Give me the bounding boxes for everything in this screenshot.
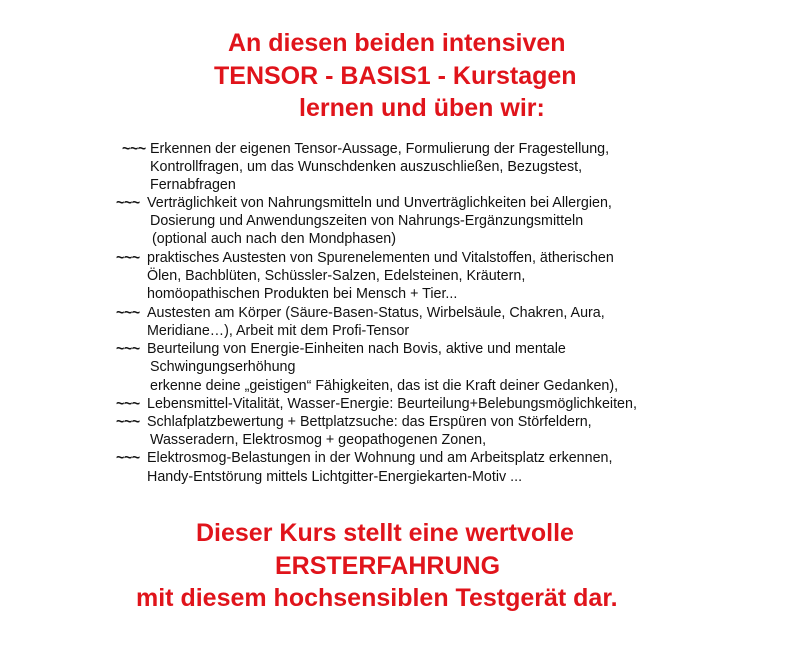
list-item-5-cont-2: erkenne deine „geistigen“ Fähigkeiten, das ist die Kraft deiner Gedanken), bbox=[150, 378, 619, 394]
bullet-marker: ~~~ bbox=[116, 341, 140, 357]
bullet-marker: ~~~ bbox=[122, 141, 146, 157]
list-item-6: Lebensmittel-Vitalität, Wasser-Energie: Beurteilung+Belebungsmöglichkeiten, bbox=[147, 396, 637, 412]
list-item-3-cont-1: Ölen, Bachblüten, Schüssler-Salzen, Edelsteinen, Kräutern, bbox=[147, 268, 526, 284]
list-item-1: Erkennen der eigenen Tensor-Aussage, Formulierung der Fragestellung, bbox=[150, 141, 610, 157]
bullet-marker: ~~~ bbox=[116, 305, 140, 321]
footer-line-1: Dieser Kurs stellt eine wertvolle bbox=[196, 519, 574, 547]
list-item-2-cont-1: Dosierung und Anwendungszeiten von Nahrungs-Ergänzungsmitteln bbox=[150, 213, 584, 229]
list-item-5-cont-1: Schwingungserhöhung bbox=[150, 359, 296, 375]
list-item-8-cont-1: Handy-Entstörung mittels Lichtgitter-Energiekarten-Motiv ... bbox=[147, 469, 523, 485]
list-item-4-cont-1: Meridiane…), Arbeit mit dem Profi-Tensor bbox=[147, 323, 410, 339]
footer-line-3: mit diesem hochsensiblen Testgerät dar. bbox=[136, 584, 618, 612]
list-item-1-cont-1: Kontrollfragen, um das Wunschdenken auszuschließen, Bezugstest, bbox=[150, 159, 583, 175]
title-line-2: TENSOR - BASIS1 - Kurstagen bbox=[214, 62, 577, 90]
title-line-3: lernen und üben wir: bbox=[299, 94, 545, 122]
bullet-marker: ~~~ bbox=[116, 250, 140, 266]
bullet-marker: ~~~ bbox=[116, 450, 140, 466]
list-item-7: Schlafplatzbewertung + Bettplatzsuche: das Erspüren von Störfeldern, bbox=[147, 414, 592, 430]
list-item-5: Beurteilung von Energie-Einheiten nach Bovis, aktive und mentale bbox=[147, 341, 566, 357]
bullet-marker: ~~~ bbox=[116, 414, 140, 430]
list-item-7-cont-1: Wasseradern, Elektrosmog + geopathogenen Zonen, bbox=[150, 432, 487, 448]
title-line-1: An diesen beiden intensiven bbox=[228, 29, 566, 57]
list-item-1-cont-2: Fernabfragen bbox=[150, 177, 236, 193]
list-item-3: praktisches Austesten von Spurenelementen und Vitalstoffen, ätherischen bbox=[147, 250, 614, 266]
bullet-marker: ~~~ bbox=[116, 195, 140, 211]
bullet-marker: ~~~ bbox=[116, 396, 140, 412]
list-item-4: Austesten am Körper (Säure-Basen-Status, Wirbelsäule, Chakren, Aura, bbox=[147, 305, 605, 321]
list-item-2: Verträglichkeit von Nahrungsmitteln und Unverträglichkeiten bei Allergien, bbox=[147, 195, 612, 211]
list-item-3-cont-2: homöopathischen Produkten bei Mensch + Tier... bbox=[147, 286, 458, 302]
list-item-8: Elektrosmog-Belastungen in der Wohnung und am Arbeitsplatz erkennen, bbox=[147, 450, 613, 466]
footer-line-2: ERSTERFAHRUNG bbox=[275, 552, 501, 580]
list-item-2-cont-2: (optional auch nach den Mondphasen) bbox=[152, 231, 397, 247]
